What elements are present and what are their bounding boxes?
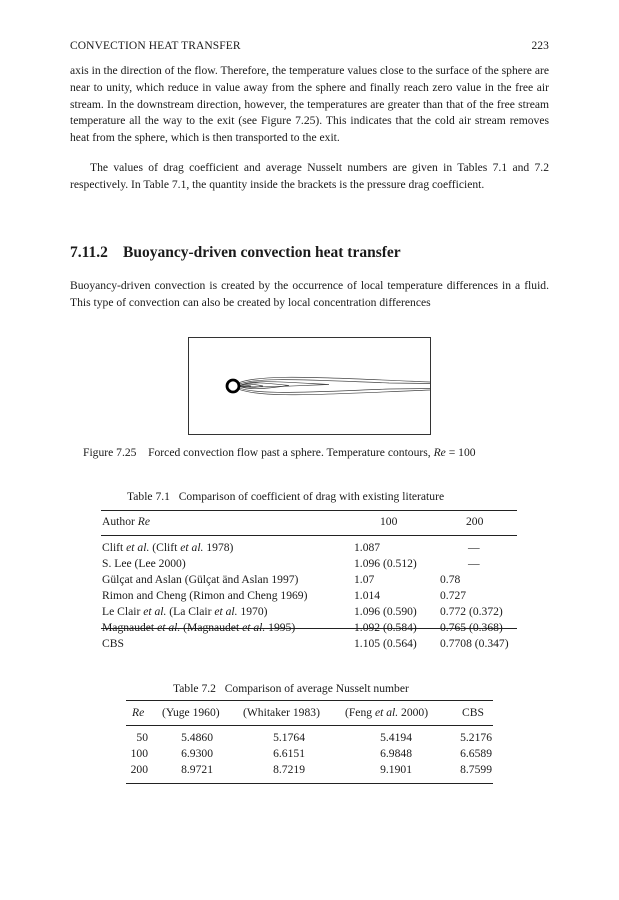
contour-plot <box>189 338 430 434</box>
author-text: Magnaudet <box>102 621 158 634</box>
table1-header-author <box>102 514 150 530</box>
table2-cell-feng: 5.4194 <box>380 731 412 744</box>
table1-row-author <box>102 572 298 588</box>
table2-cell-whitaker: 5.1764 <box>273 731 305 744</box>
table2-caption <box>173 682 409 695</box>
table1-caption <box>127 490 444 503</box>
table2-cell-yuge: 8.9721 <box>181 763 213 776</box>
re-symbol: Re <box>433 446 446 459</box>
table2-header-feng <box>345 705 428 721</box>
re-value: = 100 <box>448 446 476 459</box>
author-text: Clift <box>102 541 127 554</box>
table2-cell-re: 200 <box>130 763 148 776</box>
table2-cell-re: 100 <box>130 747 148 760</box>
et-al: et al. <box>214 605 238 618</box>
table1-row-author <box>102 588 307 604</box>
running-title: CONVECTION HEAT TRANSFER <box>70 40 241 52</box>
table1-cell-100: 1.092 (0.584) <box>354 621 417 634</box>
et-al: et al. <box>157 621 181 634</box>
table2-cell-re: 50 <box>136 731 148 744</box>
table2-caption-text: Comparison of average Nusselt number <box>224 682 409 695</box>
table1-row-author <box>102 604 268 620</box>
table1-cell-200: — <box>468 557 480 570</box>
author-text: Gülçat and Aslan (Gülçat änd Aslan 1997) <box>102 573 299 586</box>
feng-a: (Feng <box>345 706 375 719</box>
table1-label: Table 7.1 <box>127 490 170 503</box>
table1-top-rule <box>101 510 517 511</box>
table2-cell-whitaker: 8.7219 <box>273 763 305 776</box>
figure-caption-text: Forced convection flow past a sphere. Temperature contours, <box>148 446 431 459</box>
paragraph-1: axis in the direction of the flow. Therefore, the temperature values close to the surface of the sphere are near to unity, which reduce in value away from the sphere and finally reach zero value in the free air stream. In the downstream direction, however, the temperatures are greater than that of the free stream temperature all the way to the exit (see Figure 7.25). This indicates that the cold air stream removes heat from the sphere, which is then transported to the exit. <box>70 64 549 145</box>
section-number: 7.11.2 <box>70 244 108 261</box>
table2-cell-yuge: 6.9300 <box>181 747 213 760</box>
table1-caption-text: Comparison of coefficient of drag with existing literature <box>178 490 445 503</box>
table1-cell-100: 1.07 <box>354 573 375 586</box>
table2-cell-feng: 6.9848 <box>380 747 412 760</box>
table1-cell-100: 1.105 (0.564) <box>354 637 417 650</box>
figure-caption <box>83 446 476 459</box>
table2-cell-cbs: 8.7599 <box>460 763 492 776</box>
section-title: Buoyancy-driven convection heat transfer <box>123 244 401 261</box>
table2-header-rule <box>126 725 493 726</box>
table2-bottom-rule <box>126 783 493 784</box>
table2-header-re: Re <box>132 706 145 719</box>
table1-cell-100: 1.087 <box>354 541 381 554</box>
table2-cell-yuge: 5.4860 <box>181 731 213 744</box>
author-text: 1995) <box>265 621 296 634</box>
table1-cell-200: 0.7708 (0.347) <box>440 637 509 650</box>
section-heading <box>70 244 401 262</box>
re-header: Re <box>137 515 150 528</box>
table1-row-author <box>102 556 186 572</box>
table1-cell-200: 0.765 (0.368) <box>440 621 503 634</box>
table2-cell-cbs: 6.6589 <box>460 747 492 760</box>
table2-label: Table 7.2 <box>173 682 216 695</box>
table1-cell-200: — <box>468 541 480 554</box>
table1-cell-200: 0.727 <box>440 589 467 602</box>
author-text: CBS <box>102 637 124 650</box>
et-al: et al. <box>242 621 266 634</box>
page-number: 223 <box>531 40 549 52</box>
table1-header-100: 100 <box>380 515 398 528</box>
table1-row-author <box>102 540 233 556</box>
figure-label: Figure 7.25 <box>83 446 137 459</box>
table1-cell-100: 1.096 (0.512) <box>354 557 417 570</box>
table1-bottom-rule <box>101 628 517 629</box>
temperature-contour-figure <box>188 337 431 435</box>
table1-header-200: 200 <box>466 515 484 528</box>
author-text: (Magnaudet <box>180 621 243 634</box>
author-header: Author <box>102 515 135 528</box>
table2-cell-feng: 9.1901 <box>380 763 412 776</box>
table1-cell-200: 0.772 (0.372) <box>440 605 503 618</box>
table1-cell-200: 0.78 <box>440 573 461 586</box>
author-text: S. Lee (Lee 2000) <box>102 557 186 570</box>
table2-cell-whitaker: 6.6151 <box>273 747 305 760</box>
feng-b: 2000) <box>398 706 429 719</box>
table1-row-author <box>102 636 124 652</box>
contour-line <box>233 386 430 395</box>
et-al: et al. <box>143 605 167 618</box>
table2-header-cbs: CBS <box>462 706 484 719</box>
sphere <box>227 380 239 392</box>
author-text: 1978) <box>203 541 234 554</box>
author-text: (Clift <box>149 541 181 554</box>
feng-etal: et al. <box>374 706 399 719</box>
table1-cell-100: 1.014 <box>354 589 381 602</box>
table1-header-rule <box>101 535 517 536</box>
paragraph-2: The values of drag coefficient and average Nusselt numbers are given in Tables 7.1 and 7.2 respectively. In Table 7.1, the quantity inside the brackets is the pressure drag coefficient. <box>70 161 549 191</box>
table2-header-whitaker: (Whitaker 1983) <box>243 706 320 719</box>
author-text: 1970) <box>237 605 268 618</box>
table1-cell-100: 1.096 (0.590) <box>354 605 417 618</box>
et-al: et al. <box>180 541 204 554</box>
author-text: Le Clair <box>102 605 144 618</box>
running-head <box>70 40 549 54</box>
paragraph-3: Buoyancy-driven convection is created by the occurrence of local temperature differences in a fluid. This type of convection can also be created by local concentration differences <box>70 279 549 309</box>
table2-top-rule <box>126 700 493 701</box>
et-al: et al. <box>126 541 150 554</box>
table2-cell-cbs: 5.2176 <box>460 731 492 744</box>
author-text: Rimon and Cheng (Rimon and Cheng 1969) <box>102 589 308 602</box>
author-text: (La Clair <box>166 605 215 618</box>
table2-header-yuge: (Yuge 1960) <box>162 706 220 719</box>
